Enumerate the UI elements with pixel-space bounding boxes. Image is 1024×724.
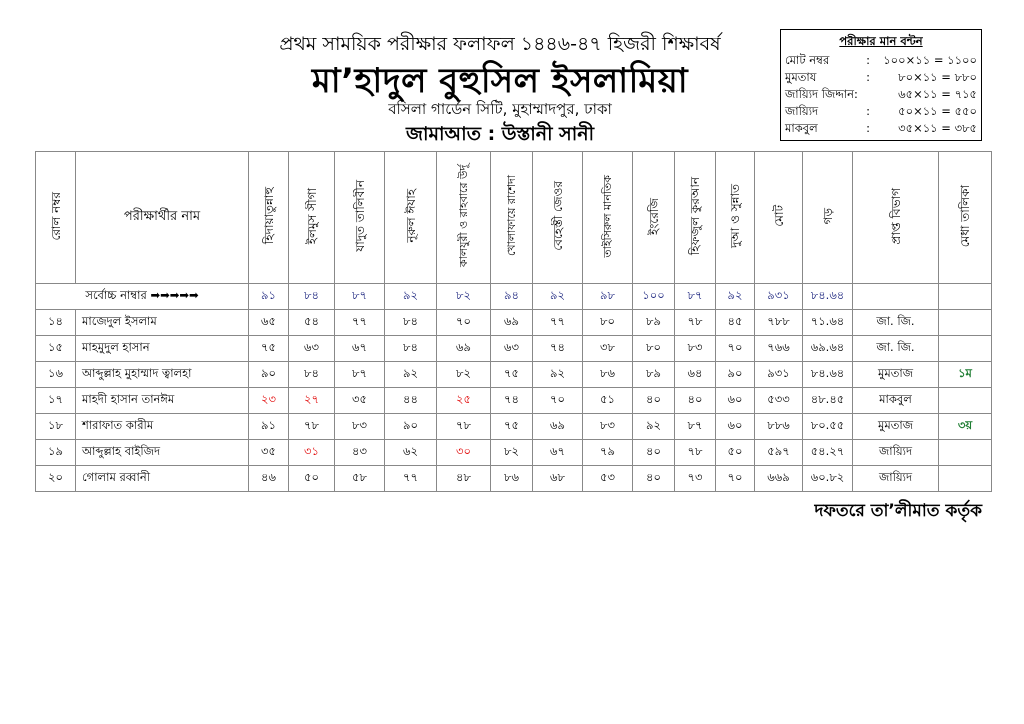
mark-cell: ৬৭ (335, 336, 385, 362)
mark-cell: ৮৩ (335, 414, 385, 440)
school-name: মা’হাদুল বুহুসিল ইসলামিয়া (311, 61, 689, 101)
roll-cell: ১৫ (36, 336, 76, 362)
mark-cell: ৬২ (385, 440, 437, 466)
grade-distribution-box (780, 29, 982, 141)
mark-cell: ৪৮ (437, 466, 491, 492)
table-row (36, 466, 992, 492)
mark-cell: ৫০ (716, 440, 755, 466)
mark-cell: ৯২ (533, 362, 583, 388)
mark-cell: ৮৬ (491, 466, 533, 492)
grade-name: মাকবুল (785, 121, 818, 135)
mark-cell: ৫৮ (335, 466, 385, 492)
mark-cell: ৩০ (437, 440, 491, 466)
merit-cell (939, 336, 992, 362)
grade-name: মোট নম্বর (785, 53, 830, 67)
highest-mark-cell: ৯২ (385, 284, 437, 310)
mark-cell: ৮৯ (633, 362, 675, 388)
grade-cell: মুমতাজ (853, 362, 939, 388)
column-header-subject: ইংরেজি (633, 152, 675, 284)
column-header-total: মোট (755, 152, 803, 284)
column-header-subject: ইলমুস সীগা (289, 152, 335, 284)
mark-cell: ৮৩ (583, 414, 633, 440)
grade-formula: ৫০×১১ = ৫৫০ (898, 104, 977, 118)
table-row (36, 336, 992, 362)
mark-cell: ৭৫ (491, 362, 533, 388)
total-cell: ৯৩১ (755, 362, 803, 388)
roll-cell: ১৮ (36, 414, 76, 440)
column-header-subject: দুআ ও সুন্নাত (716, 152, 755, 284)
empty-cell (939, 284, 992, 310)
grade-formula: ৮০×১১ = ৮৮০ (898, 70, 977, 84)
mark-cell: ৬০ (716, 414, 755, 440)
mark-cell: ৮৩ (675, 336, 716, 362)
total-cell: ৫৯৭ (755, 440, 803, 466)
total-cell: ৫৩৩ (755, 388, 803, 414)
mark-cell: ৮২ (491, 440, 533, 466)
mark-cell: ৪৬ (249, 466, 289, 492)
mark-cell: ৮২ (437, 362, 491, 388)
column-header-grade: প্রাপ্ত বিভাগ (853, 152, 939, 284)
column-header-roll: রোল নম্বর (36, 152, 76, 284)
grade-cell: জায়্যিদ (853, 440, 939, 466)
mark-cell: ৮৪ (289, 362, 335, 388)
mark-cell: ৬৭ (533, 440, 583, 466)
mark-cell: ৪৫ (716, 310, 755, 336)
grade-box-row (781, 103, 981, 120)
highest-mark-cell: ৮২ (437, 284, 491, 310)
highest-mark-cell: ৯২ (716, 284, 755, 310)
grade-formula: ৬৫×১১ = ৭১৫ (898, 87, 977, 101)
mark-cell: ৯১ (249, 414, 289, 440)
merit-cell (939, 440, 992, 466)
student-name-cell: আব্দুল্লাহ মুহাম্মাদ ত্বালহা (76, 362, 249, 388)
student-name-cell: মাহমুদুল হাসান (76, 336, 249, 362)
table-header-row (36, 152, 992, 284)
highest-marks-label: সর্বোচ্চ নাম্বার ➡➡➡➡➡ (36, 284, 249, 310)
mark-cell: ৮৯ (633, 310, 675, 336)
column-header-subject: যাদুত তালিবীন (335, 152, 385, 284)
grade-box-row (781, 69, 981, 86)
column-header-subject: তাইসিরুল মানতিক (583, 152, 633, 284)
mark-cell: ৮৬ (583, 362, 633, 388)
mark-cell: ৪০ (633, 440, 675, 466)
student-name-cell: মাহদী হাসান তানঈম (76, 388, 249, 414)
column-header-subject: হিফজুল কুরআন (675, 152, 716, 284)
total-cell: ৭৬৬ (755, 336, 803, 362)
mark-cell: ৪০ (633, 388, 675, 414)
mark-cell: ৭৭ (533, 310, 583, 336)
mark-cell: ৭৮ (437, 414, 491, 440)
mark-cell: ৭৭ (385, 466, 437, 492)
average-cell: ৮৪.৬৪ (803, 362, 853, 388)
mark-cell: ৬৫ (249, 310, 289, 336)
results-table (35, 151, 992, 492)
merit-cell (939, 388, 992, 414)
merit-cell: ১ম (939, 362, 992, 388)
mark-cell: ৯০ (249, 362, 289, 388)
merit-cell (939, 466, 992, 492)
roll-cell: ১৬ (36, 362, 76, 388)
highest-mark-cell: ৯২ (533, 284, 583, 310)
grade-name: জায়্যিদ (785, 104, 819, 118)
table-row (36, 388, 992, 414)
mark-cell: ৫১ (583, 388, 633, 414)
grade-formula: ১০০×১১ = ১১০০ (883, 53, 977, 67)
mark-cell: ৭০ (716, 466, 755, 492)
mark-cell: ২৫ (437, 388, 491, 414)
mark-cell: ৫০ (289, 466, 335, 492)
mark-cell: ৬৯ (491, 310, 533, 336)
mark-cell: ৩১ (289, 440, 335, 466)
student-name-cell: শারাফাত কারীম (76, 414, 249, 440)
highest-mark-cell: ৮৪ (289, 284, 335, 310)
highest-mark-cell: ৯১ (249, 284, 289, 310)
column-header-name: পরীক্ষার্থীর নাম (76, 152, 249, 284)
merit-cell (939, 310, 992, 336)
mark-cell: ২৩ (249, 388, 289, 414)
highest-mark-cell: ৯৪ (491, 284, 533, 310)
mark-cell: ৯২ (385, 362, 437, 388)
total-cell: ৬৬৯ (755, 466, 803, 492)
grade-colon: : (866, 53, 870, 67)
grade-box-row (781, 120, 981, 137)
mark-cell: ৩৫ (249, 440, 289, 466)
grade-cell: জায়্যিদ (853, 466, 939, 492)
table-row (36, 310, 992, 336)
mark-cell: ৮৪ (385, 310, 437, 336)
mark-cell: ৭৮ (675, 310, 716, 336)
highest-marks-row (36, 284, 992, 310)
column-header-average: গড় (803, 152, 853, 284)
column-header-subject: বেহেস্তী জেওর (533, 152, 583, 284)
mark-cell: ৬৯ (437, 336, 491, 362)
student-name-cell: মাজেদুল ইসলাম (76, 310, 249, 336)
table-body (36, 284, 992, 492)
highest-mark-cell: ৯৮ (583, 284, 633, 310)
mark-cell: ৭০ (716, 336, 755, 362)
mark-cell: ৪৩ (335, 440, 385, 466)
grade-cell: জা. জি. (853, 310, 939, 336)
merit-cell: ৩য় (939, 414, 992, 440)
empty-cell (853, 284, 939, 310)
mark-cell: ৭৩ (675, 466, 716, 492)
total-cell: ৭৮৮ (755, 310, 803, 336)
column-header-subject: নূরুল ঈযাহ (385, 152, 437, 284)
total-cell: ৮৮৬ (755, 414, 803, 440)
grade-name: মুমতায (785, 70, 817, 84)
roll-cell: ১৭ (36, 388, 76, 414)
mark-cell: ৬৮ (533, 466, 583, 492)
roll-cell: ২০ (36, 466, 76, 492)
mark-cell: ৫৪ (289, 310, 335, 336)
mark-cell: ৩৮ (583, 336, 633, 362)
highest-mark-cell: ৮৭ (335, 284, 385, 310)
roll-cell: ১৯ (36, 440, 76, 466)
highest-mark-cell: ১০০ (633, 284, 675, 310)
mark-cell: ৪০ (633, 466, 675, 492)
mark-cell: ৬০ (716, 388, 755, 414)
mark-cell: ৪৪ (385, 388, 437, 414)
mark-cell: ৯২ (633, 414, 675, 440)
mark-cell: ৩৫ (335, 388, 385, 414)
mark-cell: ৭৫ (249, 336, 289, 362)
average-cell: ৮০.৫৫ (803, 414, 853, 440)
mark-cell: ৬৩ (289, 336, 335, 362)
grade-box-title: পরীক্ষার মান বন্টন (839, 34, 923, 48)
column-header-subject: হিদায়াতুন্নাহু (249, 152, 289, 284)
mark-cell: ৭০ (437, 310, 491, 336)
average-cell: ৬০.৮২ (803, 466, 853, 492)
exam-title: প্রথম সাময়িক পরীক্ষার ফলাফল ১৪৪৬-৪৭ হিজরী শিক্ষাবর্ষ (279, 33, 721, 55)
average-cell: ৬৯.৬৪ (803, 336, 853, 362)
mark-cell: ২৭ (289, 388, 335, 414)
table-row (36, 414, 992, 440)
average-cell: ৪৮.৪৫ (803, 388, 853, 414)
mark-cell: ৬৩ (491, 336, 533, 362)
average-cell: ৭১.৬৪ (803, 310, 853, 336)
roll-cell: ১৪ (36, 310, 76, 336)
student-name-cell: আব্দুল্লাহ বাইজিদ (76, 440, 249, 466)
grade-cell: জা. জি. (853, 336, 939, 362)
highest-average-cell: ৮৪.৬৪ (803, 284, 853, 310)
mark-cell: ৭৪ (491, 388, 533, 414)
grade-colon: : (866, 70, 870, 84)
mark-cell: ৯০ (716, 362, 755, 388)
grade-box-row (781, 52, 981, 69)
footer-note: দফতরে তা’লীমাত কর্তৃক (814, 501, 982, 521)
mark-cell: ৮০ (633, 336, 675, 362)
grade-formula: ৩৫×১১ = ৩৮৫ (898, 121, 977, 135)
grade-cell: মাকবুল (853, 388, 939, 414)
grade-name: জায়্যিদ জিদ্দান: (785, 87, 858, 101)
mark-cell: ৭৮ (675, 440, 716, 466)
student-name-cell: গোলাম রব্বানী (76, 466, 249, 492)
column-header-merit: মেধা তালিকা (939, 152, 992, 284)
mark-cell: ৮৭ (335, 362, 385, 388)
mark-cell: ৭৮ (289, 414, 335, 440)
mark-cell: ৪০ (675, 388, 716, 414)
highest-total-cell: ৯৩১ (755, 284, 803, 310)
table-row (36, 440, 992, 466)
school-address: বসিলা গার্ডেন সিটি, মুহাম্মাদপুর, ঢাকা (388, 100, 612, 118)
mark-cell: ৯০ (385, 414, 437, 440)
mark-cell: ৭৫ (491, 414, 533, 440)
mark-cell: ৬৯ (533, 414, 583, 440)
grade-box-row (781, 86, 981, 103)
mark-cell: ৭৭ (335, 310, 385, 336)
average-cell: ৫৪.২৭ (803, 440, 853, 466)
highest-mark-cell: ৮৭ (675, 284, 716, 310)
grade-colon: : (866, 104, 870, 118)
mark-cell: ৬৪ (675, 362, 716, 388)
table-row (36, 362, 992, 388)
mark-cell: ৮৪ (385, 336, 437, 362)
grade-colon: : (866, 121, 870, 135)
column-header-subject: খোলাফায়ে রাশেদা (491, 152, 533, 284)
mark-cell: ৫৩ (583, 466, 633, 492)
mark-cell: ৮০ (583, 310, 633, 336)
mark-cell: ৮৭ (675, 414, 716, 440)
column-header-subject: কালযুরী ও রাহবারে উর্দূ (437, 152, 491, 284)
grade-cell: মুমতাজ (853, 414, 939, 440)
mark-cell: ৭৯ (583, 440, 633, 466)
mark-cell: ৭৪ (533, 336, 583, 362)
mark-cell: ৭০ (533, 388, 583, 414)
class-name: জামাআত : উস্তানী সানী (405, 123, 594, 145)
